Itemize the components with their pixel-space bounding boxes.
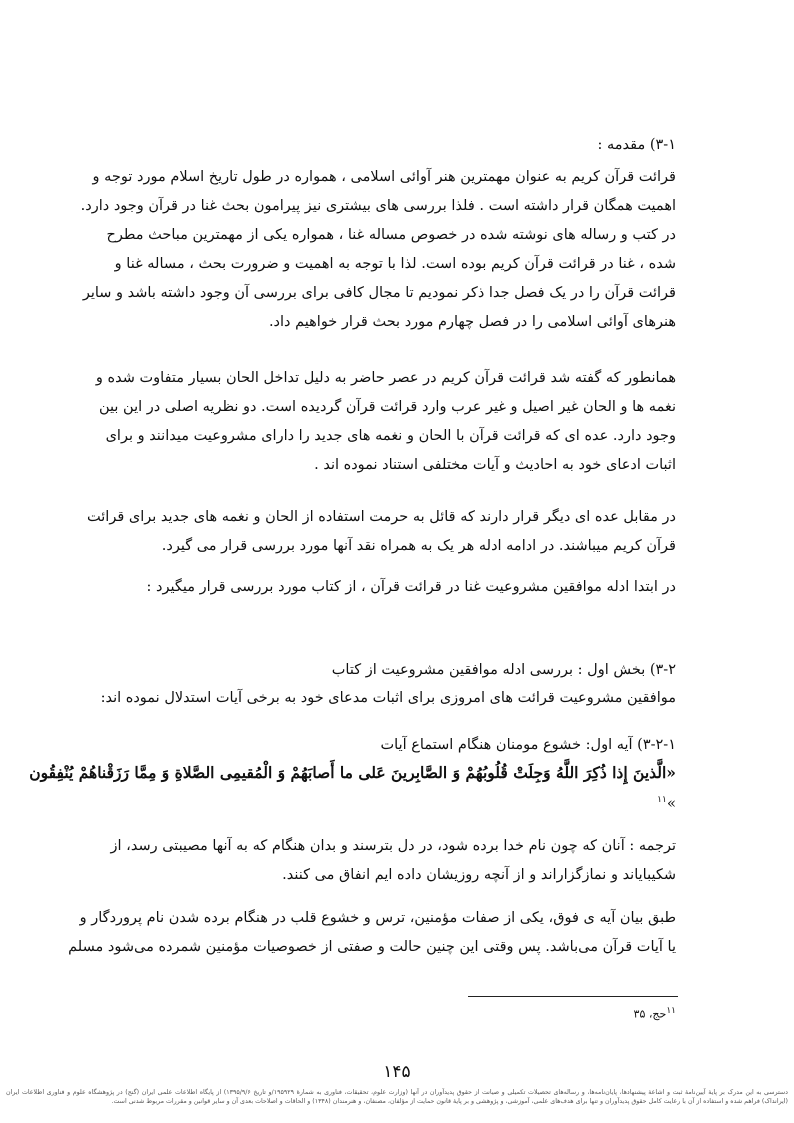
- footnote-text: حج، ۳۵: [633, 1007, 667, 1021]
- footnote: [634, 1006, 676, 1021]
- paragraph-intro: [80, 163, 676, 337]
- footnote-divider: [468, 996, 678, 997]
- text-line: شکیبایاند و نمازگزاراند و از آنچه روزیشان داده ایم انفاق می کنند.: [282, 867, 676, 883]
- text-line: قرآن کریم میباشند. در ادامه ادله هر یک به همراه نقد آنها مورد بررسی قرار می گیرد.: [161, 538, 676, 554]
- text-line: نغمه ها و الحان غیر اصیل و غیر عرب وارد قرائت قرآن گردیده است. دو نظریه اصلی در این بین: [98, 399, 676, 415]
- text-line: اثبات ادعای خود به احادیث و آیات مختلفی استناد نموده اند .: [314, 457, 676, 473]
- paragraph-explanation: [68, 904, 676, 962]
- text-line: شده ، غنا در قرائت قرآن کریم بوده است. لذا با توجه به اهمیت و ضرورت بحث ، مساله غنا و: [114, 256, 676, 272]
- text-line: ترجمه : آنان که چون نام خدا برده شود، در دل بترسند و بدان هنگام که به آنها مصیبتی رسد، از: [110, 838, 676, 854]
- quran-verse: «الَّذینَ إِذا ذُکِرَ اللَّهُ وَجِلَتْ قُلُوبُهُمْ وَ الصَّابِرینَ عَلی ما أَصابَهُمْ وَ الْمُقیمِی الصَّلاةِ وَ مِمَّا رَزَقْناهُمْ یُنْفِقُون: [29, 763, 676, 782]
- section-intro-line: موافقین مشروعیت قرائت های امروزی برای اثبات مدعای خود به برخی آیات استدلال نموده اند:: [100, 690, 676, 706]
- footnote-marker: ۱۱: [657, 795, 667, 805]
- sub-heading-verse-one: ۳-۲-۱) آیه اول: خشوع مومنان هنگام استماع آیات: [380, 737, 676, 753]
- text-line: اهمیت همگان قرار داشته است . فلذا بررسی های بیشتری نیز پیرامون بحث غنا در قرآن وجود دارد.: [80, 198, 676, 214]
- verse-end: [657, 788, 676, 815]
- text-line: یا آیات قرآن می‌باشد. پس وقتی این چنین حالت و صفتی از خصوصیات مؤمنین شمرده می‌شود مسلم: [68, 939, 676, 955]
- paragraph-opponents: [87, 503, 676, 561]
- text-line: قرائت قرآن کریم به عنوان مهمترین هنر آوائی اسلامی ، همواره در طول تاریخ اسلام مورد توجه و: [92, 169, 676, 185]
- paragraph-two-views: [95, 364, 676, 480]
- section-heading-intro: ۳-۱) مقدمه :: [597, 137, 676, 153]
- text-line: همانطور که گفته شد قرائت قرآن کریم در عصر حاضر به دلیل تداخل الحان بسیار متفاوت شده و: [95, 370, 676, 386]
- verse-closing-mark: »: [666, 794, 676, 812]
- copyright-notice: دسترسی به این مدرک بر پایهٔ آیین‌نامهٔ ثبت و اشاعهٔ پیشنهادها، پایان‌نامه‌ها، و رساله‌های تحصیلات تکمیلی و صیانت از حقوق پدیدآوران در آنها (وزارت علوم، تحقیقات، فناوری به شمارهٔ ۱۹۵۹۲۹/و تاریخ ۱۳۹۵/۹/۶) از پایگاه اطلاعات علمی ایران (گنج) در پژوهشگاه علوم و فناوری اطلاعات ایران (ایرانداک) فراهم شده و استفاده از آن با رعایت کامل حقوق پدیدآوران و تنها برای هدف‌های علمی، آموزشی، و پژوهشی و بر پایهٔ قانون حمایت از مؤلفان، مصنفان، و هنرمندان (۱۳۴۸) و الحاقات و اصلاحات بعدی آن و سایر قوانین و مقررات مربوط شدنی است.: [6, 1089, 788, 1105]
- text-line: در ابتدا ادله موافقین مشروعیت غنا در قرائت قرآن ، از کتاب مورد بررسی قرار میگیرد :: [146, 579, 676, 595]
- footnote-number: ۱۱: [666, 1006, 676, 1016]
- text-line: هنرهای آوائی اسلامی را در فصل چهارم مورد بحث قرار خواهیم داد.: [268, 314, 676, 330]
- text-line: قرائت قرآن را در یک فصل جدا ذکر نمودیم تا مجال کافی برای بررسی آن وجود داشته باشد و سایر: [82, 285, 676, 301]
- text-line: طبق بیان آیه ی فوق، یکی از صفات مؤمنین، ترس و خشوع قلب در هنگام برده شدن نام پروردگار و: [79, 910, 676, 926]
- paragraph-transition: [98, 573, 676, 602]
- text-line: وجود دارد. عده ای که قرائت قرآن با الحان و نغمه های جدید را دارای مشروعیت میدانند و برای: [105, 428, 676, 444]
- page-number: ۱۴۵: [383, 1062, 411, 1082]
- text-line: در مقابل عده ای دیگر قرار دارند که قائل به حرمت استفاده از الحان و نغمه های جدید برای قرائت: [87, 509, 676, 525]
- paragraph-translation: [98, 832, 676, 890]
- section-heading-part-one: ۳-۲) بخش اول : بررسی ادله موافقین مشروعیت از کتاب: [331, 662, 676, 678]
- text-line: در کتب و رساله های نوشته شده در خصوص مساله غنا ، همواره یکی از مهمترین مباحث مطرح: [106, 227, 676, 243]
